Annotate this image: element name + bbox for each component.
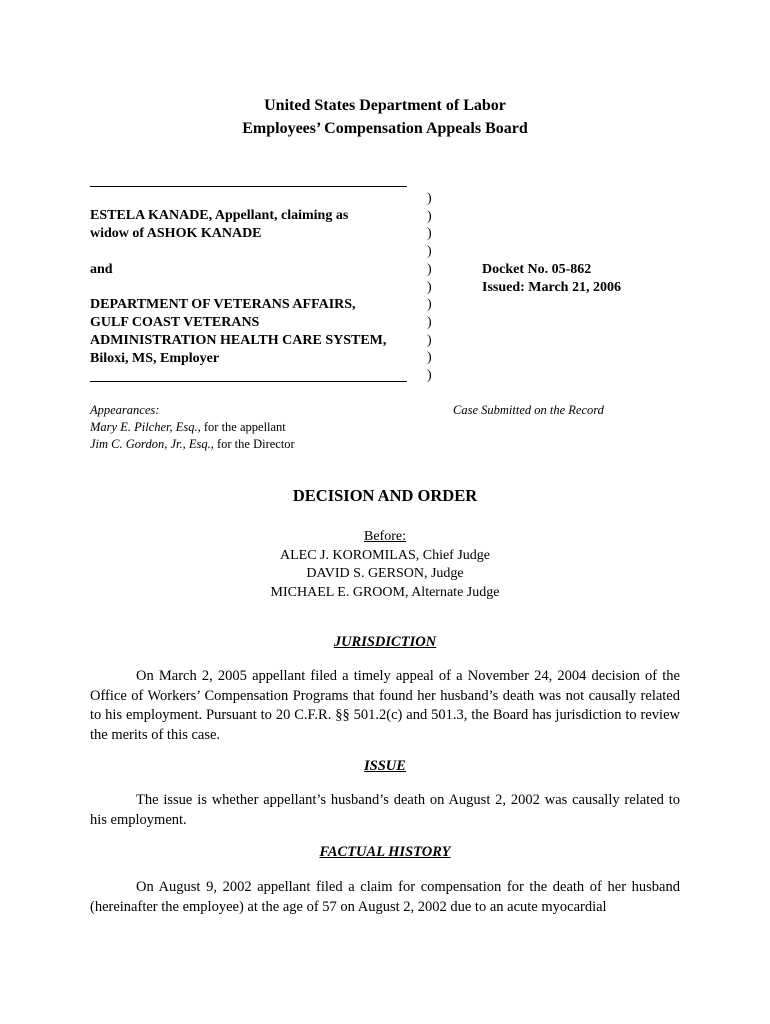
caption-paren-column [427,190,432,385]
before-label: Before: [364,529,406,544]
appearances [90,402,295,453]
judge-3: MICHAEL E. GROOM, Alternate Judge [270,584,500,600]
docket-number: Docket No. 05-862 [482,262,592,277]
board-title: Employees’ Compensation Appeals Board [242,120,528,137]
agency-title: United States Department of Labor [264,97,506,114]
appearances-label: Appearances: [90,403,160,417]
caption-employer-line-2: GULF COAST VETERANS [90,315,260,330]
issued-date: Issued: March 21, 2006 [482,280,621,295]
paren: ) [427,191,432,206]
judge-2: DAVID S. GERSON, Judge [306,566,464,581]
paren: ) [427,261,432,277]
docket-info [482,261,621,297]
factual-history-paragraph: On August 9, 2002 appellant filed a claim for compensation for the death of her husband (hereinafter the employee) at the age of 57 on August 2, 2002 due to an acute myocardial [90,879,680,915]
caption-party-line-2: widow of ASHOK KANADE [90,226,262,241]
appearance-director [90,436,295,453]
paren: ) [427,332,432,348]
paren: ) [427,226,432,242]
paren: ) [427,297,432,313]
caption-employer-line-1: DEPARTMENT OF VETERANS AFFAIRS, [90,297,356,312]
caption-and: and [90,262,113,277]
caption-employer-line-4: Biloxi, MS, Employer [90,351,220,366]
paren: ) [427,279,432,295]
paren: ) [427,368,432,384]
caption-parties [90,207,420,243]
caption-party-line-1: ESTELA KANADE, Appellant, claiming as [90,208,349,223]
caption-employer-line-3: ADMINISTRATION HEALTH CARE SYSTEM, [90,333,387,348]
panel [0,528,770,602]
paren: ) [427,244,432,260]
issue-heading: ISSUE [364,758,406,774]
director-counsel-role: , for the Director [210,437,295,451]
paren: ) [427,208,432,224]
appellant-counsel: Mary E. Pilcher, Esq., [90,420,201,434]
jurisdiction-heading: JURISDICTION [333,634,437,650]
appellant-counsel-role: for the appellant [200,420,286,434]
appearance-appellant [90,419,295,436]
judge-1: ALEC J. KOROMILAS, Chief Judge [280,547,490,563]
caption-top-rule [90,186,407,187]
caption-employer [90,296,420,368]
paren: ) [427,350,432,366]
paren: ) [427,314,432,330]
case-submitted: Case Submitted on the Record [453,403,604,417]
jurisdiction-paragraph: On March 2, 2005 appellant filed a timely appeal of a November 24, 2004 decision of the Office of Workers’ Compensation Programs that found her husband’s death was not causally related to his employment. Pursuant to 20 C.F.R. §§ 501.2(c) and 501.3, the Board has jurisdiction to review the merits of this case. [90,668,680,743]
decision-title: DECISION AND ORDER [292,486,478,505]
issue-paragraph: The issue is whether appellant’s husband’s death on August 2, 2002 was causally related to his employment. [90,792,680,828]
director-counsel: Jim C. Gordon, Jr., Esq. [90,437,211,451]
factual-history-heading: FACTUAL HISTORY [319,844,451,860]
caption-bottom-rule [90,381,407,382]
